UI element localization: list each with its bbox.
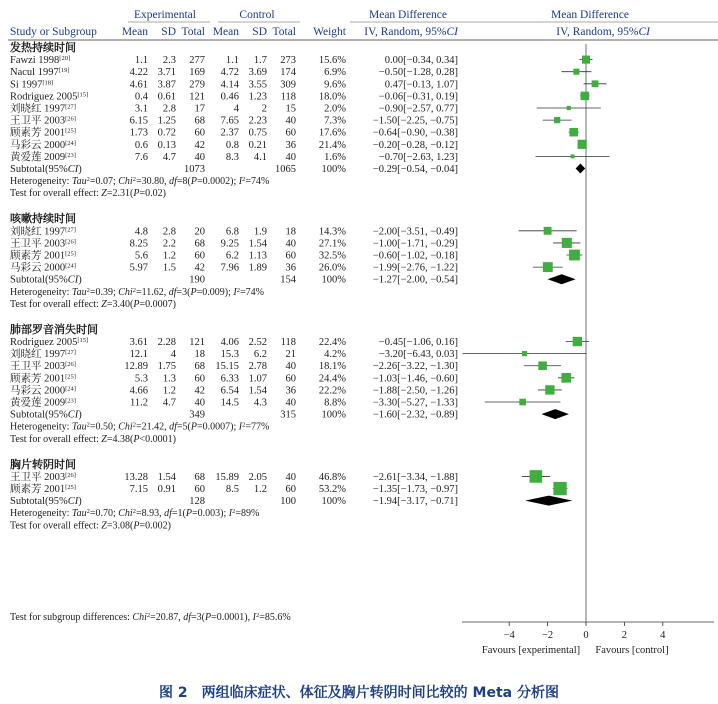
cell-em: 0.6 [134, 139, 148, 151]
cell-cn: 40 [285, 361, 296, 373]
overall-effect: Test for overall effect: Z=2.31(P=0.02) [10, 188, 166, 200]
cell-cm: 7.65 [220, 115, 239, 127]
header-method: IV, Random, 95%CI [364, 26, 458, 38]
cell-en: 18 [194, 349, 205, 361]
cell-csd: 1.54 [248, 238, 267, 250]
study-point [573, 337, 582, 346]
study-label: 王卫平 2003[26] [10, 237, 76, 250]
cell-en: 42 [194, 262, 205, 274]
cell-en: 169 [189, 67, 205, 79]
cell-cm: 8.3 [225, 151, 239, 163]
cell-esd: 0.72 [157, 127, 176, 139]
study-point [562, 238, 572, 248]
cell-em: 11.2 [130, 397, 148, 409]
study-point [569, 250, 580, 261]
overall-effect: Test for overall effect: Z=4.38(P<0.0001) [10, 433, 176, 445]
cell-esd: 4 [170, 349, 176, 361]
cell-em: 0.4 [134, 91, 148, 103]
cell-em: 3.1 [134, 103, 148, 115]
cell-en: 60 [194, 373, 205, 385]
cell-ci: −0.45[−1.06, 0.16] [378, 337, 458, 349]
cell-cn: 60 [285, 250, 296, 262]
cell-cn: 40 [285, 397, 296, 409]
cell-esd: 4.7 [162, 397, 176, 409]
study-label: 顾素芳 2001[25] [10, 372, 76, 385]
study-point [581, 92, 590, 101]
cell-cn: 309 [280, 79, 296, 91]
study-point [543, 262, 553, 272]
cell-w: 18.0% [318, 91, 346, 103]
study-label: Si 1997[18] [10, 78, 54, 91]
cell-w: 53.2% [318, 484, 346, 496]
header-study: Study or Subgroup [10, 26, 97, 38]
cell-en: 60 [194, 484, 205, 496]
subtotal-exp-total: 190 [189, 274, 205, 286]
cell-esd: 1.75 [157, 361, 176, 373]
cell-em: 4.22 [129, 67, 148, 79]
cell-cm: 15.89 [215, 471, 239, 483]
cell-em: 5.97 [129, 262, 148, 274]
cell-cm: 4.14 [220, 79, 239, 91]
cell-en: 68 [194, 115, 205, 127]
cell-esd: 1.54 [157, 471, 176, 483]
cell-cm: 2.37 [220, 127, 239, 139]
subtotal-diamond [576, 164, 586, 174]
cell-w: 24.4% [318, 373, 346, 385]
x-tick-label: 0 [583, 630, 589, 641]
study-point [554, 117, 560, 123]
cell-cn: 40 [285, 238, 296, 250]
cell-en: 68 [194, 238, 205, 250]
study-label: 顾素芳 2001[25] [10, 127, 76, 139]
cell-ci: −0.64[−0.90, −0.38] [372, 127, 458, 139]
cell-esd: 3.87 [157, 79, 176, 91]
cell-em: 13.28 [124, 471, 148, 483]
cell-cm: 6.8 [225, 226, 239, 238]
subtotal-exp-total: 128 [189, 496, 205, 508]
study-label: 黄爱莲 2009[23] [10, 151, 76, 163]
cell-csd: 2.23 [248, 115, 267, 127]
cell-csd: 2.52 [248, 337, 267, 349]
cell-w: 4.2% [324, 349, 346, 361]
cell-ci: 0.00[−0.34, 0.34] [384, 55, 458, 67]
cell-en: 68 [194, 471, 205, 483]
study-point [530, 470, 543, 483]
cell-cm: 15.15 [215, 361, 239, 373]
study-point [545, 385, 554, 394]
cell-en: 277 [189, 55, 205, 67]
cell-cn: 174 [280, 67, 296, 79]
cell-en: 40 [194, 397, 205, 409]
cell-csd: 2.05 [248, 471, 267, 483]
cell-cm: 9.25 [220, 238, 239, 250]
cell-csd: 1.9 [253, 226, 267, 238]
cell-cn: 40 [285, 115, 296, 127]
subtotal-weight: 100% [321, 496, 346, 508]
cell-esd: 3.71 [157, 67, 176, 79]
subtotal-ci: −1.94[−3.17, −0.71] [372, 496, 458, 508]
cell-w: 22.4% [318, 337, 346, 349]
cell-w: 27.1% [318, 238, 346, 250]
subtotal-ctl-total: 1065 [275, 164, 296, 175]
cell-esd: 2.8 [162, 103, 176, 115]
cell-esd: 2.3 [162, 55, 176, 67]
subtotal-label: Subtotal(95%CI) [10, 164, 82, 175]
cell-cn: 60 [285, 484, 296, 496]
cell-w: 14.3% [318, 226, 346, 238]
cell-ci: −0.06[−0.31, 0.19] [378, 91, 458, 103]
study-label: Nacul 1997[19] [10, 66, 70, 79]
cell-w: 9.6% [324, 79, 346, 91]
cell-en: 121 [189, 91, 205, 103]
cell-em: 7.15 [129, 484, 148, 496]
subgroup-title: 肺部罗音消失时间 [10, 323, 98, 336]
subtotal-ctl-total: 100 [280, 496, 296, 508]
study-label: Rodriguez 2005[15] [10, 90, 89, 103]
cell-esd: 1.2 [162, 385, 176, 397]
cell-csd: 1.2 [253, 484, 267, 496]
x-tick-label: −4 [503, 630, 515, 641]
study-label: 王卫平 2003[26] [10, 115, 76, 127]
study-point [582, 56, 590, 64]
cell-csd: 1.13 [248, 250, 267, 262]
cell-cn: 273 [280, 55, 296, 67]
cell-em: 4.66 [129, 385, 148, 397]
header-plot-method: IV, Random, 95%CI [556, 26, 650, 38]
header-experimental: Experimental [134, 9, 196, 21]
x-axis-label-right: Favours [control] [595, 645, 669, 656]
study-label: 王卫平 2003[26] [10, 360, 76, 373]
overall-effect: Test for overall effect: Z=3.40(P=0.0007) [10, 298, 176, 310]
cell-ci: −2.61[−3.34, −1.88] [372, 471, 458, 483]
study-label: 顾素芳 2001[25] [10, 483, 76, 496]
study-point [569, 128, 578, 137]
cell-cn: 40 [285, 471, 296, 483]
cell-esd: 0.13 [157, 139, 176, 151]
cell-ci: 0.47[−0.13, 1.07] [384, 79, 458, 91]
cell-ci: −3.30[−5.27, −1.33] [372, 397, 458, 409]
cell-cm: 6.2 [225, 250, 239, 262]
study-point [592, 80, 599, 87]
cell-cn: 36 [285, 262, 296, 274]
cell-esd: 4.7 [162, 151, 176, 163]
cell-cm: 7.96 [220, 262, 239, 274]
x-tick-label: 2 [621, 630, 628, 641]
cell-csd: 1.89 [248, 262, 267, 274]
cell-w: 1.6% [324, 151, 346, 163]
cell-em: 1.73 [129, 127, 148, 139]
cell-esd: 1.5 [162, 262, 176, 274]
cell-ci: −1.35[−1.73, −0.97] [372, 484, 458, 496]
cell-cm: 0.8 [225, 139, 239, 151]
x-tick-label: 4 [660, 630, 666, 641]
cell-cn: 60 [285, 373, 296, 385]
cell-cm: 4.72 [220, 67, 239, 79]
header-col-w: Weight [313, 26, 346, 38]
cell-esd: 0.91 [157, 484, 176, 496]
study-label: 马彩云 2000[24] [10, 262, 76, 274]
cell-ci: −1.00[−1.71, −0.29] [372, 238, 458, 250]
cell-cn: 18 [285, 226, 296, 238]
study-label: 刘晓红 1997[27] [10, 348, 76, 361]
cell-cm: 4.06 [220, 337, 239, 349]
cell-w: 21.4% [318, 139, 346, 151]
cell-w: 46.8% [318, 471, 346, 483]
subtotal-diamond [525, 496, 572, 506]
cell-cn: 118 [280, 91, 296, 103]
study-label: 黄爱莲 2009[23] [10, 397, 76, 409]
cell-cm: 14.5 [220, 397, 239, 409]
cell-esd: 1.3 [162, 373, 176, 385]
cell-csd: 1.23 [248, 91, 267, 103]
cell-cn: 15 [285, 103, 296, 115]
subtotal-label: Subtotal(95%CI) [10, 496, 82, 508]
cell-csd: 1.54 [248, 385, 267, 397]
subtotal-exp-total: 1073 [184, 164, 205, 175]
cell-ci: −0.70[−2.63, 1.23] [378, 151, 458, 163]
cell-csd: 4.3 [253, 397, 267, 409]
cell-ci: −1.88[−2.50, −1.26] [372, 385, 458, 397]
cell-cm: 4 [233, 103, 239, 115]
cell-w: 18.1% [318, 361, 346, 373]
cell-ci: −3.20[−6.43, 0.03] [378, 349, 458, 361]
study-point [567, 106, 571, 110]
study-point [519, 399, 526, 406]
study-label: 马彩云 2000[24] [10, 139, 76, 151]
study-label: 顾素芳 2001[25] [10, 250, 76, 262]
cell-esd: 1.2 [162, 250, 176, 262]
cell-csd: 0.75 [248, 127, 267, 139]
cell-en: 42 [194, 139, 205, 151]
header-col-cm: Mean [212, 26, 239, 38]
cell-csd: 4.1 [253, 151, 267, 163]
subtotal-ci: −1.27[−2.00, −0.54] [372, 274, 458, 286]
cell-w: 8.8% [324, 397, 346, 409]
header-col-csd: SD [252, 26, 267, 38]
study-point [561, 373, 571, 383]
cell-em: 3.61 [129, 337, 148, 349]
cell-w: 32.5% [318, 250, 346, 262]
study-label: Fawzi 1998[20] [10, 54, 71, 67]
study-label: Rodriguez 2005[15] [10, 336, 89, 349]
cell-cm: 8.5 [225, 484, 239, 496]
cell-w: 26.0% [318, 262, 346, 274]
study-point [578, 140, 587, 149]
subtotal-ctl-total: 154 [280, 274, 296, 286]
cell-en: 20 [194, 226, 205, 238]
cell-csd: 6.2 [253, 349, 267, 361]
cell-cm: 6.54 [220, 385, 239, 397]
cell-w: 6.9% [324, 67, 346, 79]
cell-esd: 2.28 [157, 337, 176, 349]
cell-cn: 36 [285, 139, 296, 151]
study-point [571, 154, 575, 158]
study-label: 刘晓红 1997[27] [10, 225, 76, 238]
cell-csd: 1.07 [248, 373, 267, 385]
cell-esd: 0.61 [157, 91, 176, 103]
cell-cm: 15.3 [220, 349, 239, 361]
cell-csd: 0.21 [248, 139, 267, 151]
cell-cm: 6.33 [220, 373, 239, 385]
header-col-cn: Total [272, 26, 296, 38]
header-col-esd: SD [161, 26, 176, 38]
cell-csd: 2 [261, 103, 267, 115]
cell-w: 7.3% [324, 115, 346, 127]
cell-ci: −2.26[−3.22, −1.30] [372, 361, 458, 373]
cell-em: 4.8 [134, 226, 148, 238]
cell-cn: 36 [285, 385, 296, 397]
heterogeneity-stats: Heterogeneity: Tau$^2$=0.70; Chi$^2$=8.93, df=1(P=0.003); $I^2=89\%$ [10, 507, 260, 520]
cell-en: 40 [194, 151, 205, 163]
cell-csd: 2.78 [248, 361, 267, 373]
cell-en: 68 [194, 361, 205, 373]
header-plot-title: Mean Difference [550, 9, 630, 21]
subtotal-diamond [548, 274, 576, 284]
subgroup-differences-test: Test for subgroup differences: Chi$^2$=20.87, df=3(P=0.0001), $I^2=85.6\%$ [10, 611, 291, 623]
x-axis-label-left: Favours [experimental] [481, 645, 581, 656]
heterogeneity-stats: Heterogeneity: Tau$^2$=0.07; Chi$^2$=30.80, df=8(P=0.0002); $I^2=74\%$ [10, 175, 270, 188]
cell-em: 5.6 [134, 250, 148, 262]
study-point [553, 482, 566, 495]
cell-esd: 2.2 [162, 238, 176, 250]
cell-csd: 3.55 [248, 79, 267, 91]
cell-ci: −0.50[−1.28, 0.28] [378, 67, 458, 79]
cell-en: 42 [194, 385, 205, 397]
subgroup-title: 发热持续时间 [10, 42, 76, 54]
cell-ci: −2.00[−3.51, −0.49] [372, 226, 458, 238]
cell-ci: −1.50[−2.25, −0.75] [372, 115, 458, 127]
cell-em: 8.25 [129, 238, 148, 250]
header-mean-difference: Mean Difference [368, 9, 448, 21]
subtotal-label: Subtotal(95%CI) [10, 409, 82, 421]
cell-w: 17.6% [318, 127, 346, 139]
cell-w: 22.2% [318, 385, 346, 397]
cell-esd: 2.8 [162, 226, 176, 238]
cell-en: 121 [189, 337, 205, 349]
header-col-em: Mean [121, 26, 148, 38]
study-point [544, 227, 552, 235]
subtotal-exp-total: 349 [189, 409, 205, 421]
cell-en: 279 [189, 79, 205, 91]
study-label: 马彩云 2000[24] [10, 384, 76, 397]
subtotal-weight: 100% [321, 409, 346, 421]
cell-w: 15.6% [318, 55, 346, 67]
cell-em: 12.89 [124, 361, 148, 373]
study-point [538, 361, 547, 370]
cell-en: 60 [194, 127, 205, 139]
cell-cm: 1.1 [225, 55, 239, 67]
cell-em: 6.15 [129, 115, 148, 127]
cell-cn: 21 [285, 349, 296, 361]
subgroup-title: 胸片转阴时间 [10, 458, 76, 471]
cell-ci: −1.99[−2.76, −1.22] [372, 262, 458, 274]
subtotal-weight: 100% [321, 164, 346, 175]
cell-cn: 60 [285, 127, 296, 139]
subtotal-weight: 100% [321, 274, 346, 286]
study-label: 刘晓红 1997[27] [10, 103, 76, 115]
header-control: Control [239, 9, 275, 21]
cell-em: 5.3 [134, 373, 148, 385]
cell-ci: −0.20[−0.28, −0.12] [372, 139, 458, 151]
cell-cn: 118 [280, 337, 296, 349]
subgroup-title: 咳嗽持续时间 [10, 213, 76, 226]
cell-em: 12.1 [129, 349, 148, 361]
cell-en: 17 [194, 103, 205, 115]
cell-en: 60 [194, 250, 205, 262]
subtotal-label: Subtotal(95%CI) [10, 274, 82, 286]
overall-effect: Test for overall effect: Z=3.08(P=0.002) [10, 520, 171, 532]
subtotal-diamond [541, 409, 568, 419]
cell-em: 7.6 [134, 151, 148, 163]
figure-caption: 图 2 两组临床症状、体征及胸片转阴时间比较的 Meta 分析图 [159, 685, 559, 701]
study-label: 王卫平 2003[26] [10, 471, 76, 483]
subtotal-ci: −0.29[−0.54, −0.04] [372, 164, 458, 175]
cell-em: 4.61 [129, 79, 148, 91]
subtotal-ci: −1.60[−2.32, −0.89] [372, 409, 458, 421]
study-point [573, 69, 579, 75]
header-col-en: Total [181, 26, 205, 38]
cell-cn: 40 [285, 151, 296, 163]
heterogeneity-stats: Heterogeneity: Tau$^2$=0.39; Chi$^2$=11.62, df=3(P=0.009); $I^2=74\%$ [10, 286, 264, 298]
cell-esd: 1.25 [157, 115, 176, 127]
subtotal-ctl-total: 315 [280, 409, 296, 421]
cell-csd: 3.69 [248, 67, 267, 79]
heterogeneity-stats: Heterogeneity: Tau$^2$=0.50; Chi$^2$=21.42, df=5(P=0.0007); $I^2=77\%$ [10, 421, 270, 433]
x-tick-label: −2 [542, 630, 554, 641]
cell-ci: −0.60[−1.02, −0.18] [372, 250, 458, 262]
cell-csd: 1.7 [253, 55, 267, 67]
cell-ci: −1.03[−1.46, −0.60] [372, 373, 458, 385]
cell-em: 1.1 [134, 55, 148, 67]
cell-ci: −0.90[−2.57, 0.77] [378, 103, 458, 115]
cell-w: 2.0% [324, 103, 346, 115]
cell-cm: 0.46 [220, 91, 239, 103]
study-point [522, 351, 527, 356]
